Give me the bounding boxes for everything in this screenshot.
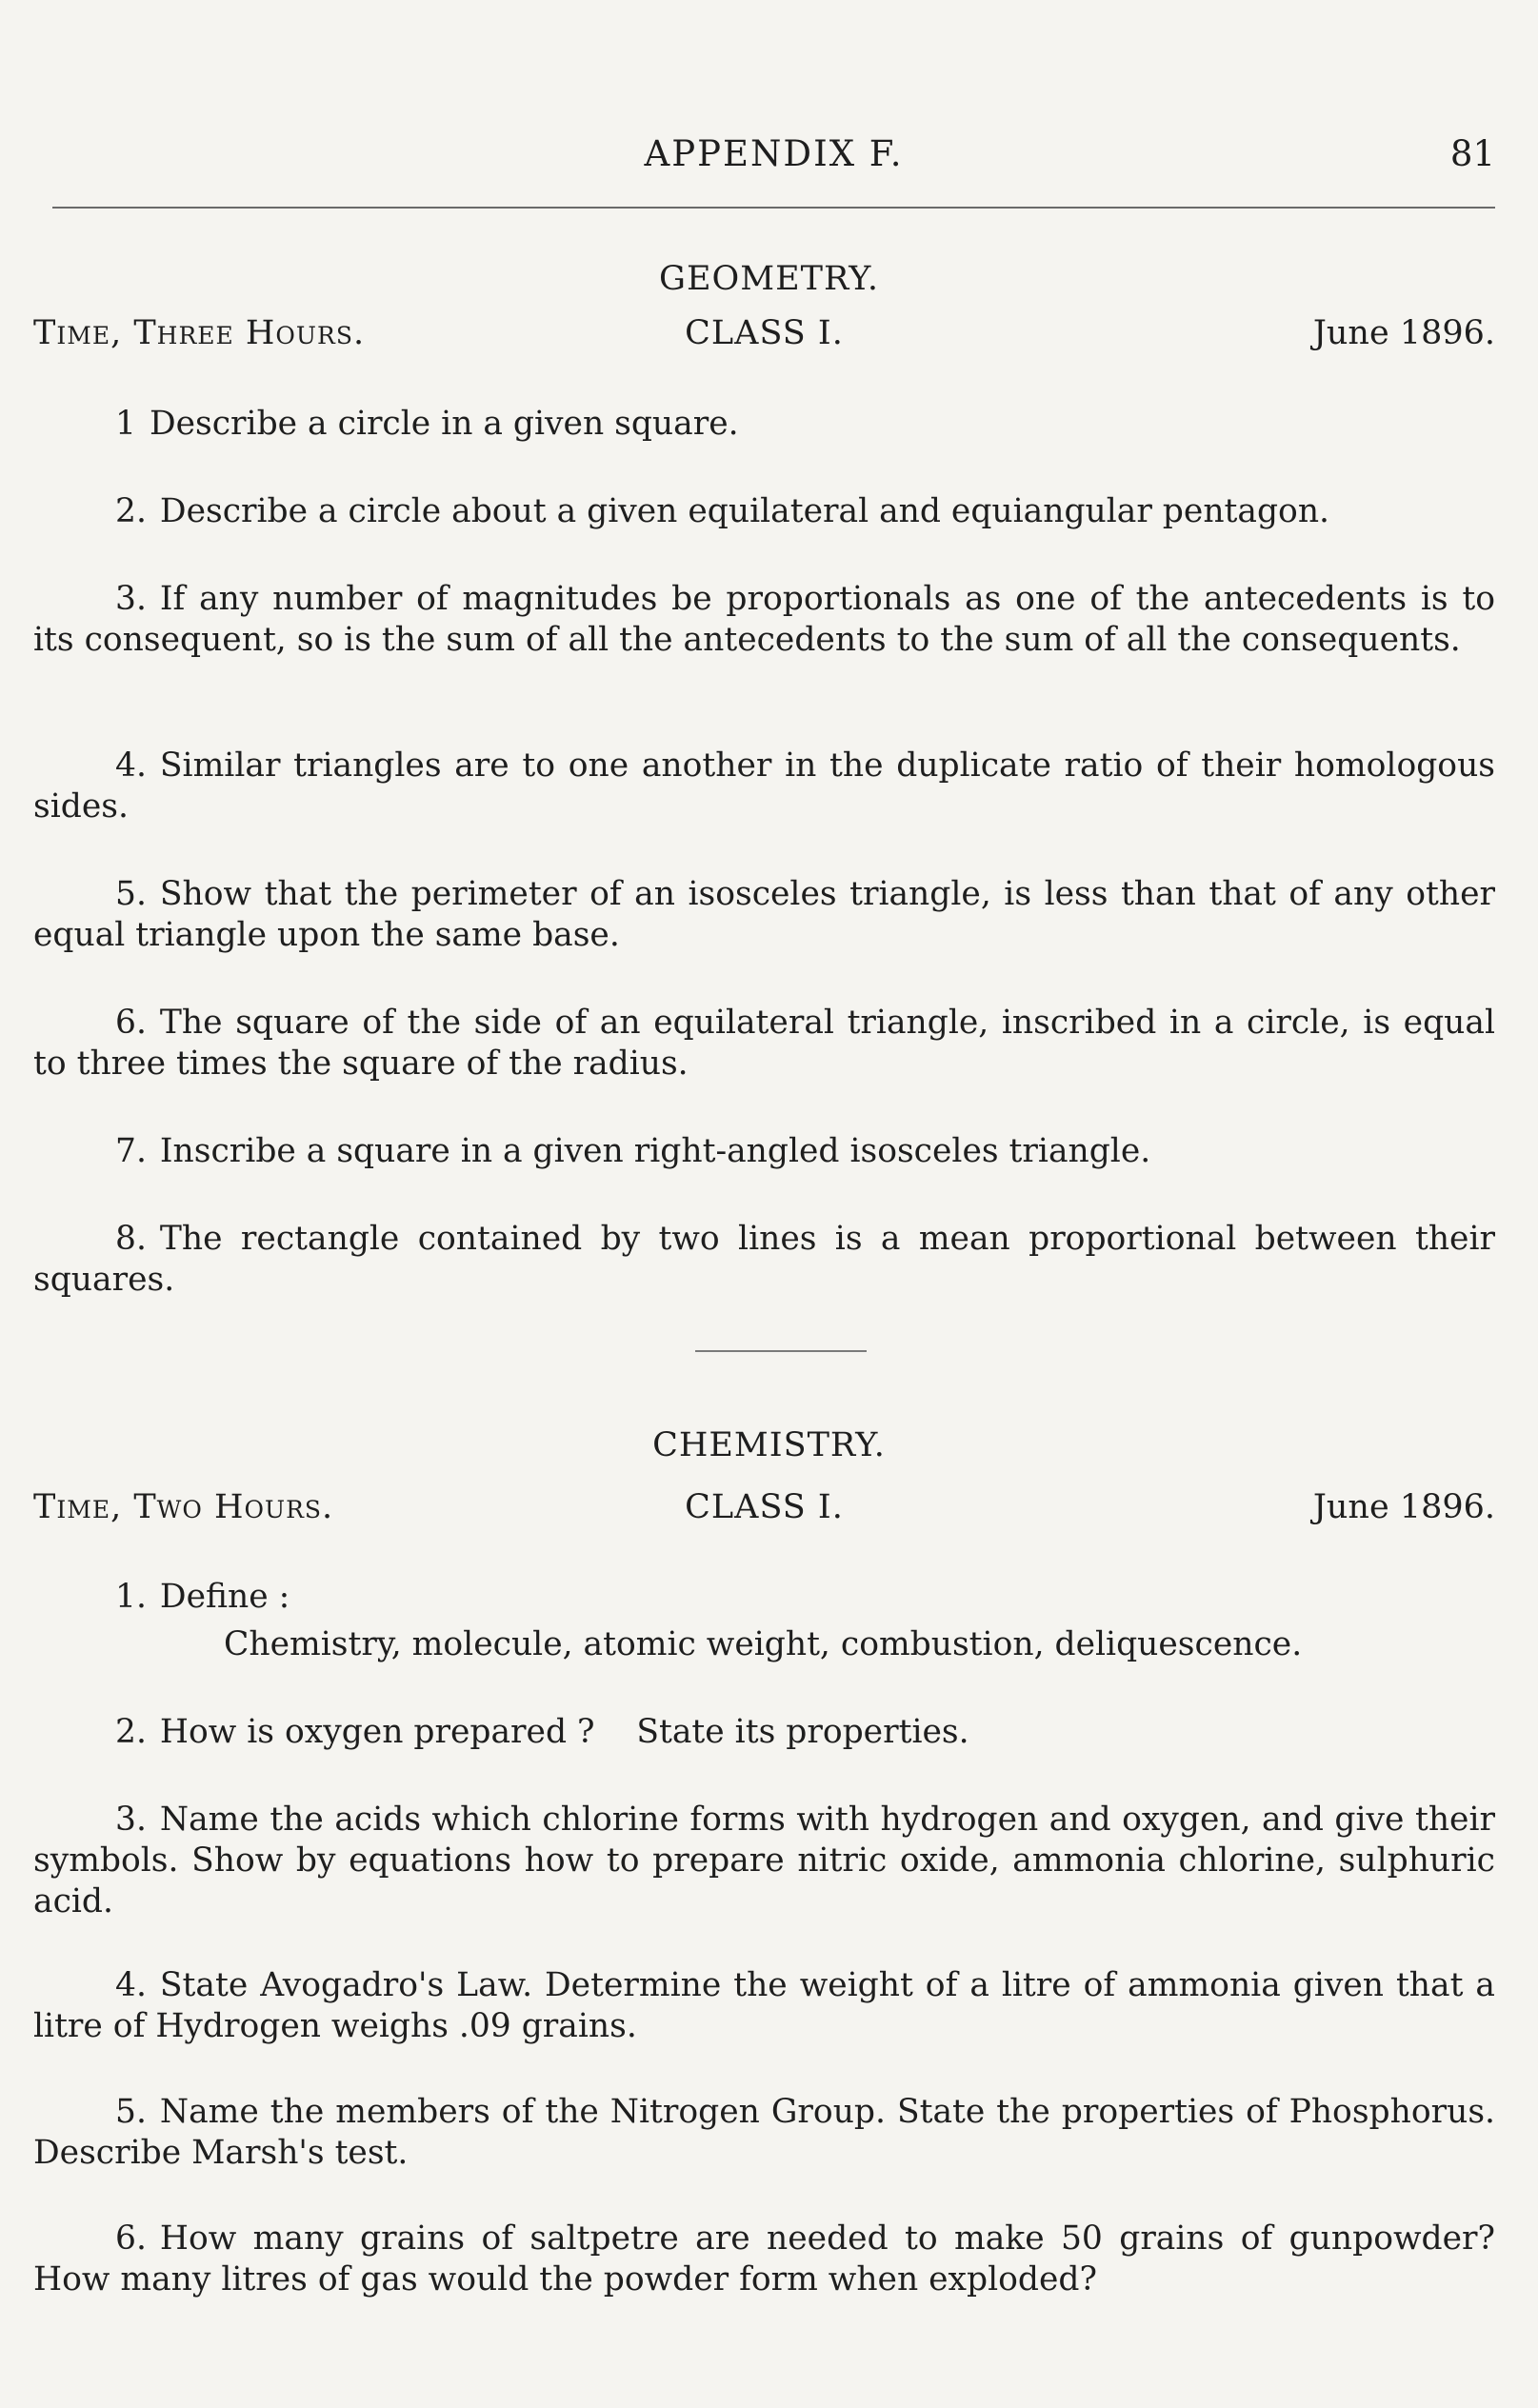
geometry-time: Time, Three Hours. [33,314,366,352]
geometry-question-4 [33,746,1495,827]
question-number: 6. [115,2219,147,2258]
question-text: Similar triangles are to one another in the duplicate ratio of their homologous sides. [33,746,1495,826]
question-text: Define : [159,1578,290,1616]
question-text: Inscribe a square in a given right-angled isosceles triangle. [159,1132,1151,1170]
geometry-meta [33,314,1495,360]
question-number: 4. [115,746,147,785]
question-number: 2. [115,1713,147,1751]
geometry-class: CLASS I. [685,314,844,352]
question-text: Describe a circle about a given equilateral and equiangular pentagon. [159,492,1330,530]
question-text: How is oxygen prepared ? State its properties. [159,1713,969,1751]
chemistry-meta [33,1488,1495,1534]
question-number: 2. [115,492,147,530]
question-number: 3. [115,580,147,618]
question-number: 8. [115,1220,147,1258]
geometry-title: GEOMETRY. [659,260,879,298]
chemistry-class: CLASS I. [685,1488,844,1526]
running-header [52,133,1495,181]
page-number: 81 [1449,133,1495,174]
geometry-date: June 1896. [1312,314,1495,352]
geometry-question-8 [33,1219,1495,1301]
geometry-question-5 [33,874,1495,956]
chemistry-question-2 [33,1712,1495,1753]
question-number: 3. [115,1801,147,1839]
chemistry-question-4 [33,1965,1495,2047]
question-text: Show that the perimeter of an isosceles triangle, is less than that of any other equal triangle upon the same base. [33,875,1495,954]
chemistry-question-5 [33,2092,1495,2174]
header-title: APPENDIX F. [644,133,904,174]
geometry-question-6 [33,1003,1495,1085]
question-number: 7. [115,1132,147,1170]
question-text: The square of the side of an equilateral triangle, inscribed in a circle, is equal to three times the square of the radius. [33,1004,1495,1083]
question-text: Name the members of the Nitrogen Group. State the properties of Phosphorus. Describe Marsh's test. [33,2093,1495,2172]
chemistry-question-1 [33,1577,1495,1618]
chemistry-define-terms: Chemistry, molecule, atomic weight, combustion, deliquescence. [224,1625,1303,1663]
chemistry-question-3 [33,1800,1495,1922]
geometry-question-7 [33,1131,1495,1172]
geometry-question-2 [33,491,1495,532]
question-text: The rectangle contained by two lines is a mean proportional between their squares. [33,1220,1495,1299]
chemistry-title: CHEMISTRY. [652,1426,886,1464]
geometry-question-3 [33,579,1495,661]
question-number: 1. [115,1578,147,1616]
question-text: Describe a circle in a given square. [149,405,739,443]
chemistry-time: Time, Two Hours. [33,1488,334,1526]
question-number: 5. [115,875,147,913]
chemistry-question-6 [33,2219,1495,2300]
question-text: Name the acids which chlorine forms with hydrogen and oxygen, and give their symbols. Show by equations how to prepare nitric oxide, ammonia chlorine, sulphuric acid. [33,1801,1495,1920]
question-number: 5. [115,2093,147,2131]
question-text: How many grains of saltpetre are needed to make 50 grains of gunpowder? How many litres of gas would the powder form when exploded? [33,2219,1495,2299]
question-text: If any number of magnitudes be proportionals as one of the antecedents is to its consequent, so is the sum of all the antecedents to the sum of all the consequents. [33,580,1495,659]
section-divider [695,1350,867,1352]
question-number: 6. [115,1004,147,1042]
header-rule [52,207,1495,209]
question-text: State Avogadro's Law. Determine the weight of a litre of ammonia given that a litre of Hydrogen weighs .09 grains. [33,1966,1495,2045]
chemistry-date: June 1896. [1312,1488,1495,1526]
question-number: 4. [115,1966,147,2004]
question-number: 1 [115,405,136,443]
geometry-question-1 [33,404,1495,445]
